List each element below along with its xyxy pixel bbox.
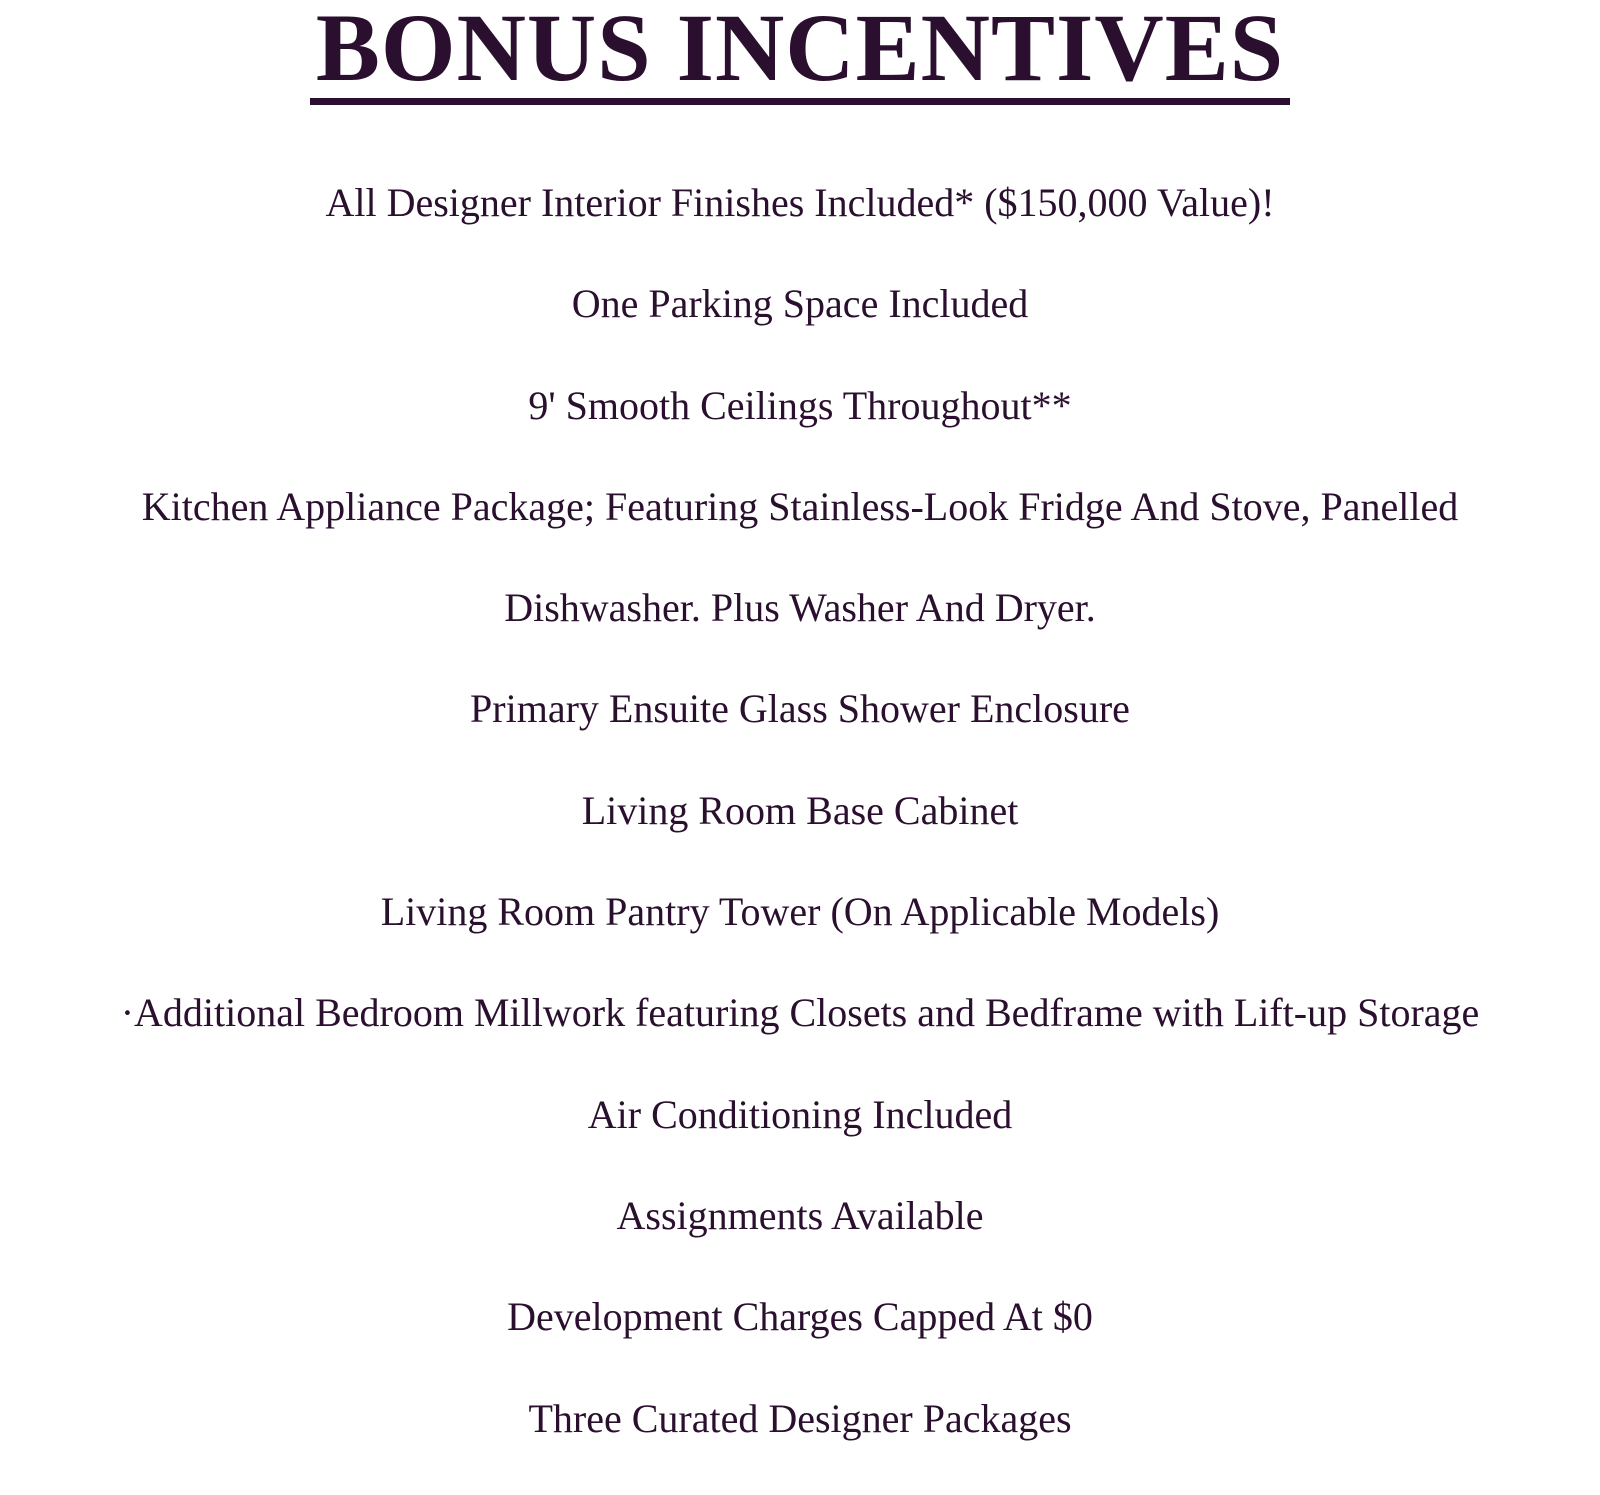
incentive-item: All Designer Interior Finishes Included* ($150,000 Value)! [325,180,1275,225]
incentive-item: ·Additional Bedroom Millwork featuring Closets and Bedframe with Lift-up Storage [120,990,1480,1036]
incentive-item: Dishwasher. Plus Washer And Dryer. [504,585,1096,631]
incentive-item: Development Charges Capped At $0 [507,1294,1093,1340]
incentive-item: Three Curated Designer Packages [528,1395,1072,1441]
incentive-item: Assignments Available [616,1192,984,1238]
incentive-item: One Parking Space Included [571,281,1029,327]
title-container [0,0,1600,169]
incentive-item: Living Room Base Cabinet [581,787,1019,833]
incentives-list [0,178,1600,1495]
incentive-item: Kitchen Appliance Package; Featuring Stainless-Look Fridge And Stove, Panelled [141,483,1459,529]
incentive-item: 9' Smooth Ceilings Throughout** [528,382,1072,428]
incentive-item: Living Room Pantry Tower (On Applicable Models) [380,889,1220,935]
page-title: BONUS INCENTIVES [310,4,1290,105]
incentive-item: Air Conditioning Included [587,1091,1013,1137]
incentive-item: Primary Ensuite Glass Shower Enclosure [470,686,1130,732]
